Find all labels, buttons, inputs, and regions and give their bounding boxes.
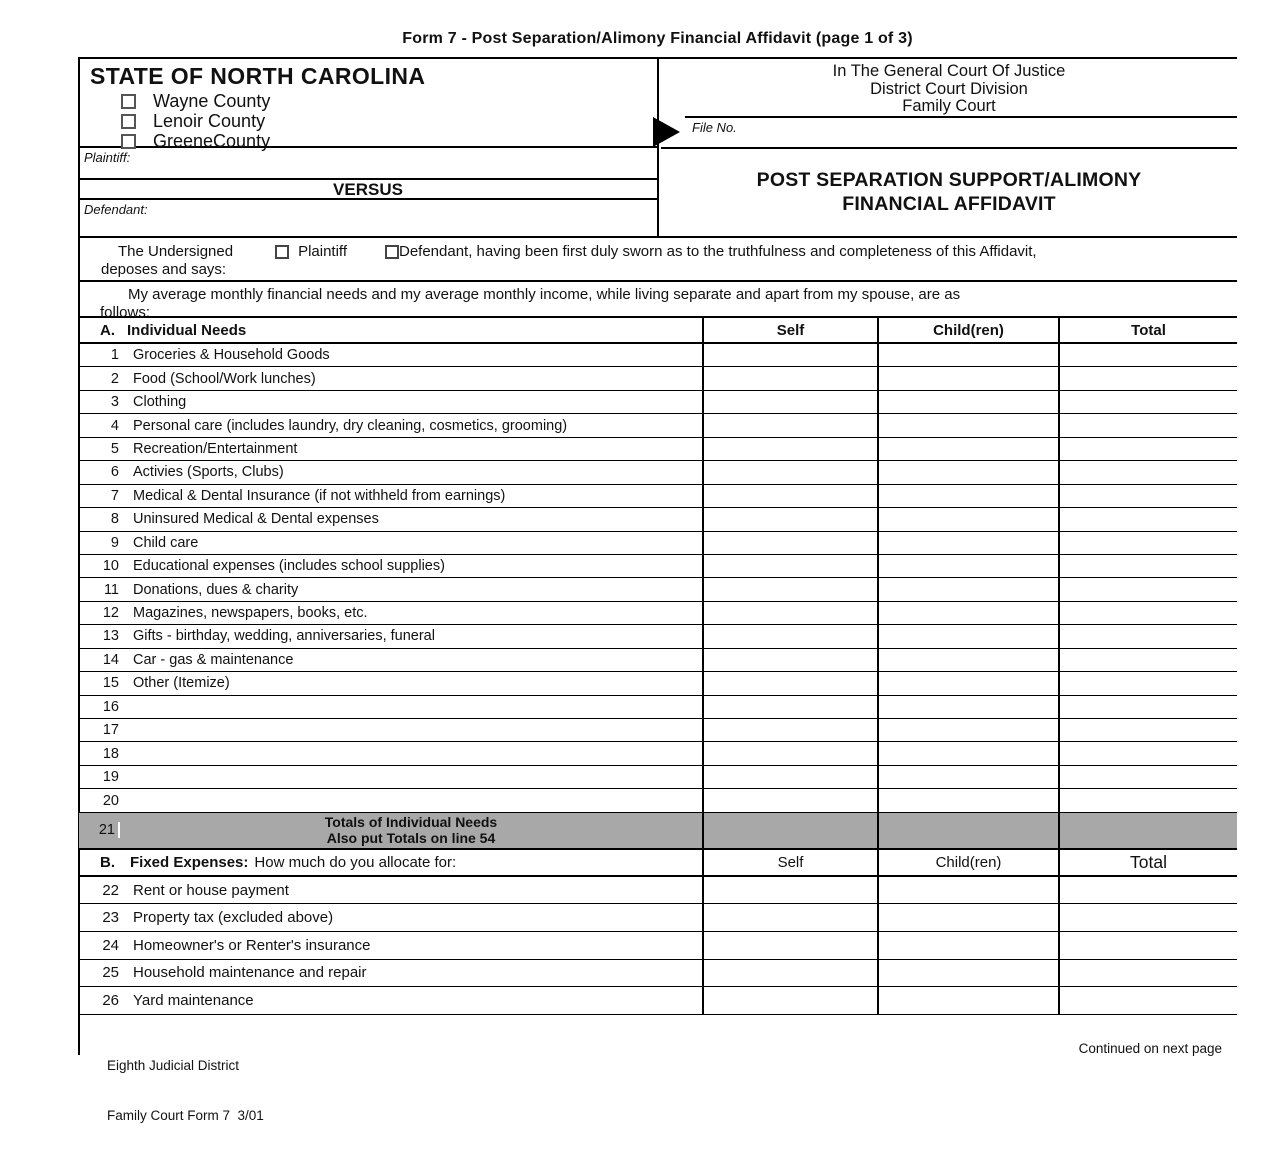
total-amount-cell[interactable] bbox=[1058, 485, 1237, 507]
total-amount-cell[interactable] bbox=[1058, 877, 1237, 904]
self-amount-cell[interactable] bbox=[702, 578, 877, 600]
children-amount-cell[interactable] bbox=[877, 742, 1058, 764]
oath-line2: deposes and says: bbox=[101, 261, 227, 278]
row-label: Donations, dues & charity bbox=[133, 581, 299, 598]
table-row bbox=[79, 344, 1237, 367]
row-label: Educational expenses (includes school supplies) bbox=[133, 558, 445, 575]
row-description bbox=[79, 508, 702, 530]
row-number: 25 bbox=[102, 964, 119, 982]
row-number: 16 bbox=[102, 698, 119, 715]
defendant-option-text: Defendant, having been first duly sworn as to the truthfulness and completeness of this Affidavit, bbox=[399, 243, 1037, 260]
section-b-letter: B. bbox=[100, 853, 115, 871]
self-amount-cell[interactable] bbox=[702, 367, 877, 389]
section-b-header-row bbox=[79, 850, 1237, 877]
col-header-total-b: Total bbox=[1058, 850, 1237, 875]
self-amount-cell[interactable] bbox=[702, 987, 877, 1014]
oath-section bbox=[79, 238, 1237, 321]
total-amount-cell[interactable] bbox=[1058, 766, 1237, 788]
row-description bbox=[79, 344, 702, 366]
plaintiff-option-label: Plaintiff bbox=[298, 243, 347, 260]
self-amount-cell[interactable] bbox=[702, 555, 877, 577]
row-label: Personal care (includes laundry, dry cleaning, cosmetics, grooming) bbox=[133, 417, 568, 434]
children-amount-cell[interactable] bbox=[877, 696, 1058, 718]
children-amount-cell[interactable] bbox=[877, 485, 1058, 507]
row-description bbox=[79, 485, 702, 507]
col-header-self-b: Self bbox=[702, 850, 877, 875]
row-number: 6 bbox=[110, 464, 119, 481]
section-a-header-row bbox=[79, 318, 1237, 344]
row-number: 8 bbox=[110, 511, 119, 528]
footer-continued: Continued on next page bbox=[1078, 1041, 1222, 1056]
defendant-checkbox[interactable] bbox=[385, 245, 399, 259]
greene-county-checkbox[interactable] bbox=[121, 134, 136, 149]
table-row bbox=[79, 508, 1237, 531]
self-amount-cell[interactable] bbox=[702, 508, 877, 530]
row-label: Food (School/Work lunches) bbox=[133, 370, 316, 387]
row-description bbox=[79, 649, 702, 671]
table-row bbox=[79, 904, 1237, 932]
row-description bbox=[79, 602, 702, 624]
row-number: 19 bbox=[102, 769, 119, 786]
self-amount-cell[interactable] bbox=[702, 789, 877, 811]
row-description bbox=[79, 578, 702, 600]
total-amount-cell[interactable] bbox=[1058, 742, 1237, 764]
row-number: 15 bbox=[102, 675, 119, 692]
form-title-line-2: FINANCIAL AFFIDAVIT bbox=[842, 192, 1056, 215]
oath-pre-text: The Undersigned bbox=[118, 243, 234, 260]
total-amount-cell[interactable] bbox=[1058, 438, 1237, 460]
footer-district: Eighth Judicial District bbox=[107, 1058, 240, 1073]
row-number: 4 bbox=[110, 417, 119, 434]
children-amount-cell[interactable] bbox=[877, 672, 1058, 694]
file-no-arrow-icon bbox=[653, 117, 680, 147]
section-a-rows bbox=[79, 344, 1237, 813]
row-label: Household maintenance and repair bbox=[133, 964, 367, 982]
wayne-county-checkbox[interactable] bbox=[121, 94, 136, 109]
table-row bbox=[79, 742, 1237, 765]
totals-description bbox=[79, 813, 702, 848]
total-amount-cell[interactable] bbox=[1058, 461, 1237, 483]
header-box bbox=[79, 57, 1237, 238]
row-description bbox=[79, 904, 702, 931]
children-amount-cell[interactable] bbox=[877, 461, 1058, 483]
row-number: 10 bbox=[102, 558, 119, 575]
table-row bbox=[79, 532, 1237, 555]
total-amount-cell[interactable] bbox=[1058, 625, 1237, 647]
oath-paragraph bbox=[79, 243, 1237, 282]
self-amount-cell[interactable] bbox=[702, 391, 877, 413]
row-number: 2 bbox=[110, 370, 119, 387]
col-header-children-a: Child(ren) bbox=[877, 318, 1058, 342]
statement-line1: My average monthly financial needs and my average monthly income, while living separate and apart from my spouse, are as bbox=[128, 286, 961, 303]
self-amount-cell[interactable] bbox=[702, 602, 877, 624]
lenoir-county-label: Lenoir County bbox=[153, 111, 266, 131]
section-a-title: Individual Needs bbox=[127, 321, 247, 339]
row-description bbox=[79, 719, 702, 741]
row-label: Uninsured Medical & Dental expenses bbox=[133, 511, 379, 528]
needs-table bbox=[79, 318, 1237, 1015]
self-amount-cell[interactable] bbox=[702, 485, 877, 507]
total-amount-cell[interactable] bbox=[1058, 602, 1237, 624]
plaintiff-label: Plaintiff: bbox=[84, 150, 131, 165]
totals-row-number: 21 bbox=[79, 822, 120, 838]
total-amount-cell[interactable] bbox=[1058, 555, 1237, 577]
table-row bbox=[79, 789, 1237, 812]
self-amount-cell[interactable] bbox=[702, 438, 877, 460]
table-row bbox=[79, 696, 1237, 719]
totals-line1: Totals of Individual Needs bbox=[324, 813, 498, 830]
court-line-3: Family Court bbox=[902, 97, 996, 115]
row-number: 3 bbox=[110, 394, 119, 411]
county-block bbox=[79, 59, 657, 151]
footer-form-id: Family Court Form 7 3/01 bbox=[107, 1107, 264, 1123]
county-row-wayne bbox=[121, 93, 657, 110]
total-amount-cell[interactable] bbox=[1058, 960, 1237, 987]
form-title-line-1: POST SEPARATION SUPPORT/ALIMONY bbox=[756, 169, 1142, 191]
row-description bbox=[79, 532, 702, 554]
children-amount-cell[interactable] bbox=[877, 932, 1058, 959]
children-amount-cell[interactable] bbox=[877, 766, 1058, 788]
row-description bbox=[79, 960, 702, 987]
state-title: STATE OF NORTH CAROLINA bbox=[90, 63, 426, 89]
total-amount-cell[interactable] bbox=[1058, 508, 1237, 530]
table-row bbox=[79, 461, 1237, 484]
total-amount-cell[interactable] bbox=[1058, 532, 1237, 554]
court-line-1: In The General Court Of Justice bbox=[832, 62, 1066, 80]
row-description bbox=[79, 438, 702, 460]
self-amount-cell[interactable] bbox=[702, 461, 877, 483]
row-description bbox=[79, 367, 702, 389]
total-amount-cell[interactable] bbox=[1058, 672, 1237, 694]
total-amount-cell[interactable] bbox=[1058, 391, 1237, 413]
row-number: 9 bbox=[110, 534, 119, 551]
col-header-self-a: Self bbox=[702, 318, 877, 342]
col-header-children-b: Child(ren) bbox=[877, 850, 1058, 875]
row-number: 1 bbox=[110, 347, 119, 364]
children-amount-cell[interactable] bbox=[877, 602, 1058, 624]
row-number: 14 bbox=[102, 651, 119, 668]
table-row bbox=[79, 555, 1237, 578]
row-number: 26 bbox=[102, 991, 119, 1009]
form-title bbox=[661, 169, 1237, 216]
section-b-title: Fixed Expenses: bbox=[130, 853, 249, 871]
self-amount-cell[interactable] bbox=[702, 960, 877, 987]
table-row bbox=[79, 625, 1237, 648]
table-row bbox=[79, 766, 1237, 789]
row-number: 12 bbox=[102, 605, 119, 622]
section-a-letter: A. bbox=[100, 321, 115, 339]
totals-children-cell[interactable] bbox=[877, 813, 1058, 848]
self-amount-cell[interactable] bbox=[702, 649, 877, 671]
section-b-heading bbox=[79, 850, 702, 875]
versus-label: VERSUS bbox=[79, 180, 657, 200]
total-amount-cell[interactable] bbox=[1058, 578, 1237, 600]
table-row bbox=[79, 960, 1237, 988]
self-amount-cell[interactable] bbox=[702, 414, 877, 436]
row-number: 13 bbox=[102, 628, 119, 645]
row-number: 22 bbox=[102, 881, 119, 899]
children-amount-cell[interactable] bbox=[877, 532, 1058, 554]
row-label: Other (Itemize) bbox=[133, 675, 230, 692]
row-label: Child care bbox=[133, 534, 199, 551]
section-b-subtitle: How much do you allocate for: bbox=[254, 853, 457, 871]
total-amount-cell[interactable] bbox=[1058, 344, 1237, 366]
file-no-label: File No. bbox=[692, 120, 737, 135]
row-description bbox=[79, 789, 702, 811]
wayne-county-label: Wayne County bbox=[153, 91, 271, 111]
children-amount-cell[interactable] bbox=[877, 987, 1058, 1014]
row-label: Property tax (excluded above) bbox=[133, 909, 334, 927]
children-amount-cell[interactable] bbox=[877, 414, 1058, 436]
table-row bbox=[79, 932, 1237, 960]
row-number: 24 bbox=[102, 936, 119, 954]
row-description bbox=[79, 555, 702, 577]
table-row bbox=[79, 672, 1237, 695]
children-amount-cell[interactable] bbox=[877, 578, 1058, 600]
row-description bbox=[79, 461, 702, 483]
form-footer bbox=[79, 1022, 1237, 1123]
totals-line2: Also put Totals on line 54 bbox=[326, 830, 496, 847]
row-description bbox=[79, 987, 702, 1014]
totals-total-cell[interactable] bbox=[1058, 813, 1237, 848]
plaintiff-name-field[interactable] bbox=[79, 148, 657, 180]
caption-left-panel bbox=[79, 59, 659, 236]
totals-row-label bbox=[120, 814, 702, 847]
self-amount-cell[interactable] bbox=[702, 696, 877, 718]
total-amount-cell[interactable] bbox=[1058, 414, 1237, 436]
children-amount-cell[interactable] bbox=[877, 344, 1058, 366]
self-amount-cell[interactable] bbox=[702, 904, 877, 931]
greene-county-label: GreeneCounty bbox=[153, 131, 271, 151]
self-amount-cell[interactable] bbox=[702, 742, 877, 764]
children-amount-cell[interactable] bbox=[877, 789, 1058, 811]
self-amount-cell[interactable] bbox=[702, 625, 877, 647]
footer-left bbox=[107, 1025, 264, 1157]
row-description bbox=[79, 766, 702, 788]
children-amount-cell[interactable] bbox=[877, 367, 1058, 389]
caption-right-panel bbox=[661, 59, 1237, 236]
total-amount-cell[interactable] bbox=[1058, 789, 1237, 811]
children-amount-cell[interactable] bbox=[877, 438, 1058, 460]
total-amount-cell[interactable] bbox=[1058, 987, 1237, 1014]
total-amount-cell[interactable] bbox=[1058, 932, 1237, 959]
table-row bbox=[79, 485, 1237, 508]
row-number: 17 bbox=[102, 722, 119, 739]
section-a-heading bbox=[79, 318, 702, 342]
table-row bbox=[79, 391, 1237, 414]
row-number: 11 bbox=[103, 581, 119, 598]
row-description bbox=[79, 742, 702, 764]
children-amount-cell[interactable] bbox=[877, 391, 1058, 413]
row-number: 20 bbox=[102, 792, 119, 809]
row-label: Yard maintenance bbox=[133, 991, 254, 1009]
children-amount-cell[interactable] bbox=[877, 508, 1058, 530]
row-description bbox=[79, 625, 702, 647]
file-no-topline bbox=[685, 116, 1237, 118]
totals-row bbox=[79, 813, 1237, 850]
row-description bbox=[79, 391, 702, 413]
row-label: Activies (Sports, Clubs) bbox=[133, 464, 284, 481]
row-number: 5 bbox=[110, 440, 119, 457]
self-amount-cell[interactable] bbox=[702, 766, 877, 788]
table-row bbox=[79, 414, 1237, 437]
total-amount-cell[interactable] bbox=[1058, 719, 1237, 741]
children-amount-cell[interactable] bbox=[877, 625, 1058, 647]
table-row bbox=[79, 438, 1237, 461]
court-lines bbox=[661, 59, 1237, 116]
row-label: Magazines, newspapers, books, etc. bbox=[133, 605, 368, 622]
children-amount-cell[interactable] bbox=[877, 904, 1058, 931]
children-amount-cell[interactable] bbox=[877, 649, 1058, 671]
row-label: Rent or house payment bbox=[133, 881, 289, 899]
row-label: Medical & Dental Insurance (if not withheld from earnings) bbox=[133, 487, 506, 504]
row-description bbox=[79, 414, 702, 436]
total-amount-cell[interactable] bbox=[1058, 649, 1237, 671]
row-label: Recreation/Entertainment bbox=[133, 440, 298, 457]
table-row bbox=[79, 719, 1237, 742]
row-label: Homeowner's or Renter's insurance bbox=[133, 936, 371, 954]
section-b-rows bbox=[79, 877, 1237, 1015]
table-row bbox=[79, 877, 1237, 905]
row-label: Car - gas & maintenance bbox=[133, 651, 294, 668]
row-description bbox=[79, 672, 702, 694]
self-amount-cell[interactable] bbox=[702, 344, 877, 366]
row-label: Clothing bbox=[133, 394, 187, 411]
total-amount-cell[interactable] bbox=[1058, 904, 1237, 931]
table-row bbox=[79, 649, 1237, 672]
children-amount-cell[interactable] bbox=[877, 960, 1058, 987]
statement-paragraph bbox=[79, 286, 1237, 321]
table-row bbox=[79, 987, 1237, 1015]
lenoir-county-checkbox[interactable] bbox=[121, 114, 136, 129]
file-no-field[interactable] bbox=[661, 116, 1237, 149]
row-description bbox=[79, 932, 702, 959]
row-number: 18 bbox=[102, 745, 119, 762]
row-label: Groceries & Household Goods bbox=[133, 347, 330, 364]
row-description bbox=[79, 696, 702, 718]
county-row-lenoir bbox=[121, 113, 657, 130]
self-amount-cell[interactable] bbox=[702, 532, 877, 554]
children-amount-cell[interactable] bbox=[877, 877, 1058, 904]
self-amount-cell[interactable] bbox=[702, 719, 877, 741]
totals-self-cell[interactable] bbox=[702, 813, 877, 848]
table-row bbox=[79, 578, 1237, 601]
table-row bbox=[79, 367, 1237, 390]
plaintiff-checkbox[interactable] bbox=[275, 245, 289, 259]
col-header-total-a: Total bbox=[1058, 318, 1237, 342]
statement-line2: follows: bbox=[100, 304, 151, 321]
row-number: 23 bbox=[102, 909, 119, 927]
self-amount-cell[interactable] bbox=[702, 877, 877, 904]
self-amount-cell[interactable] bbox=[702, 932, 877, 959]
children-amount-cell[interactable] bbox=[877, 719, 1058, 741]
page-title: Form 7 - Post Separation/Alimony Financial Affidavit (page 1 of 3) bbox=[402, 30, 913, 47]
row-description bbox=[79, 877, 702, 904]
defendant-label: Defendant: bbox=[84, 202, 148, 217]
table-row bbox=[79, 602, 1237, 625]
defendant-name-field[interactable] bbox=[79, 200, 657, 236]
total-amount-cell[interactable] bbox=[1058, 696, 1237, 718]
row-label: Gifts - birthday, wedding, anniversaries, funeral bbox=[133, 628, 435, 645]
court-line-2: District Court Division bbox=[870, 79, 1028, 98]
children-amount-cell[interactable] bbox=[877, 555, 1058, 577]
total-amount-cell[interactable] bbox=[1058, 367, 1237, 389]
row-number: 7 bbox=[110, 487, 119, 504]
self-amount-cell[interactable] bbox=[702, 672, 877, 694]
